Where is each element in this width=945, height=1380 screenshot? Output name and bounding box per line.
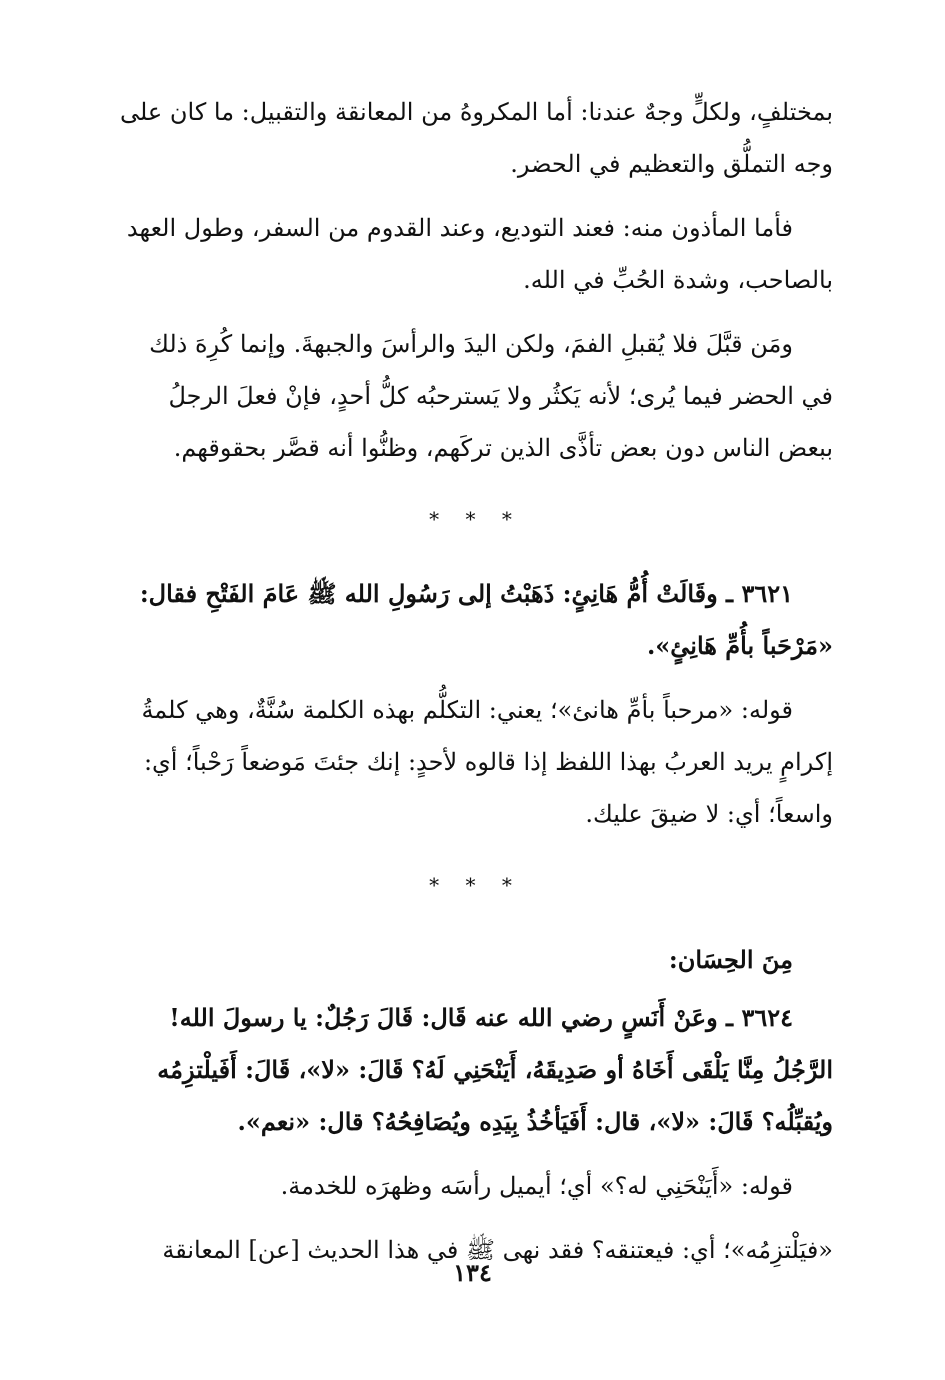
page-body — [118, 86, 833, 1288]
paragraph-2: فأما المأذون منه: فعند التوديع، وعند القدوم من السفر، وطول العهد بالصاحب، وشدة الحُبِّ في الله. — [126, 214, 833, 294]
hadith-3621: ٣٦٢١ ـ وقَالَتْ أُمُّ هَانِئٍ: ذَهَبْتُ إلى رَسُولِ الله ﷺ عَامَ الفَتْحِ فقال: «مَرْحَباً بأُمِّ هَانِئٍ». — [139, 579, 833, 660]
section-separator-2: * * * — [429, 873, 522, 897]
hadith-3624: ٣٦٢٤ ـ وعَنْ أَنَسٍ رضي الله عنه قَال: قَالَ رَجُلٌ: يا رسولَ الله! الرَّجُلُ مِنَّا يَلْقَى أَخَاهُ أو صَدِيقَهُ، أَيَنْحَنِي لَهُ؟ قَالَ: «لا»، قَالَ: أَفَيلْتزِمُه ويُقبِّلُه؟ قَالَ: «لا»، قال: أَفَيَأخُذُ بِيَدِه ويُصَافِحُهُ؟ قال: «نعم». — [157, 1003, 833, 1136]
paragraph-3: ومَن قبَّلَ فلا يُقبلِ الفمَ، ولكن اليدَ والرأسَ والجبهةَ. وإنما كُرِهَ ذلك في الحضر فيما يُرى؛ لأنه يَكثُر ولا يَسترحبُه كلُّ أحدٍ، فإنْ فعلَ الرجلُ ببعض الناس دون بعض تأذَّى الذين تركَهم، وظنُّوا أنه قصَّر بحقوقهم. — [149, 330, 833, 462]
commentary-3621: قوله: «مرحباً بأمِّ هانئ»؛ يعني: التكلُّم بهذه الكلمة سُنَّةٌ، وهي كلمةُ إكرامٍ يريد العربُ بهذا اللفظ إذا قالوه لأحدٍ: إنك جئتَ مَوضعاً رَحْباً؛ أي: واسعاً؛ أي: لا ضيقَ عليك. — [141, 696, 833, 828]
commentary-3624-a: قوله: «أَيَنْحَنِي له؟» أي؛ أيميل رأسَه وظهرَه للخدمة. — [280, 1172, 793, 1200]
paragraph-1: بمختلفٍ، ولكلٍّ وجهٌ عندنا: أما المكروهُ من المعانقة والتقبيل: ما كان على وجه التملُّق والتعظيم في الحضر. — [119, 98, 833, 178]
page-number: ١٣٤ — [453, 1258, 492, 1287]
section-separator: * * * — [429, 507, 522, 531]
section-heading: مِنَ الحِسَان: — [668, 945, 793, 974]
commentary-3624-b: «فيَلْتزِمُه»؛ أي: فيعتنقه؟ فقد نهى ﷺ في هذا الحديث [عن] المعانقة — [162, 1236, 833, 1264]
